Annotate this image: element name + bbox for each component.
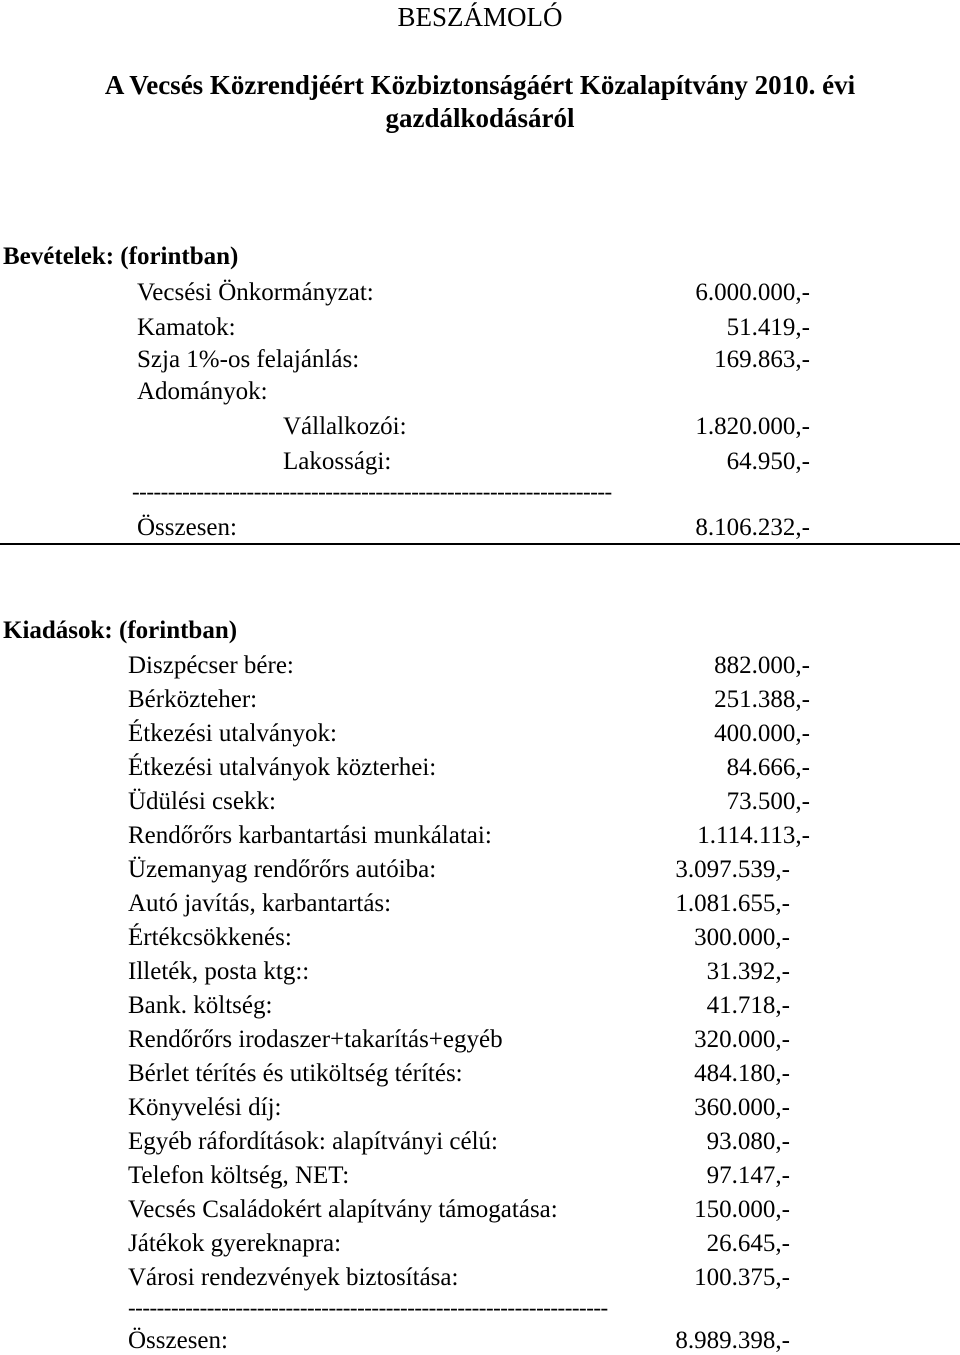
expense-label: Étkezési utalványok: xyxy=(128,720,337,747)
income-group-label: Adományok: xyxy=(137,378,268,405)
expense-value: 1.081.655,- xyxy=(675,890,790,917)
income-value: 6.000.000,- xyxy=(695,279,810,306)
expense-heading: Kiadások: (forintban) xyxy=(3,617,238,644)
expense-label: Autó javítás, karbantartás: xyxy=(128,890,392,917)
expense-label: Rendőrőrs irodaszer+takarítás+egyéb xyxy=(128,1026,503,1053)
expense-value: 100.375,- xyxy=(694,1264,790,1291)
income-value: 169.863,- xyxy=(714,346,810,373)
income-label: Vecsési Önkormányzat: xyxy=(137,279,374,306)
income-value: 64.950,- xyxy=(726,448,810,475)
expense-label: Diszpécser bére: xyxy=(128,652,294,679)
expense-value: 484.180,- xyxy=(694,1060,790,1087)
expense-total-label: Összesen: xyxy=(128,1327,228,1354)
expense-label: Városi rendezvények biztosítása: xyxy=(128,1264,459,1291)
expense-value: 93.080,- xyxy=(706,1128,790,1155)
expense-value: 97.147,- xyxy=(706,1162,790,1189)
expense-label: Telefon költség, NET: xyxy=(128,1162,350,1189)
income-total-underline xyxy=(0,543,960,545)
expense-value: 26.645,- xyxy=(706,1230,790,1257)
expense-label: Egyéb ráfordítások: alapítványi célú: xyxy=(128,1128,499,1155)
expense-value: 882.000,- xyxy=(714,652,810,679)
expense-label: Könyvelési díj: xyxy=(128,1094,282,1121)
expense-value: 400.000,- xyxy=(714,720,810,747)
expense-label: Bank. költség: xyxy=(128,992,273,1019)
expense-value: 300.000,- xyxy=(694,924,790,951)
expense-label: Bérközteher: xyxy=(128,686,258,713)
expense-label: Illeték, posta ktg:: xyxy=(128,958,310,985)
expense-label: Üzemanyag rendőrőrs autóiba: xyxy=(128,856,437,883)
expense-value: 251.388,- xyxy=(714,686,810,713)
expense-value: 84.666,- xyxy=(726,754,810,781)
expense-label: Étkezési utalványok közterhei: xyxy=(128,754,437,781)
expense-value: 41.718,- xyxy=(706,992,790,1019)
income-total-label: Összesen: xyxy=(137,514,237,541)
expense-value: 320.000,- xyxy=(694,1026,790,1053)
expense-label: Bérlet térítés és utiköltség térítés: xyxy=(128,1060,463,1087)
income-sub-label: Lakossági: xyxy=(283,448,392,475)
income-value: 1.820.000,- xyxy=(695,413,810,440)
expense-value: 3.097.539,- xyxy=(675,856,790,883)
expense-label: Üdülési csekk: xyxy=(128,788,276,815)
expense-label: Értékcsökkenés: xyxy=(128,924,292,951)
income-dash-separator: ------------------------------------------------------------------- xyxy=(132,479,612,504)
income-sub-label: Vállalkozói: xyxy=(283,413,407,440)
subtitle-line-2: gazdálkodásáról xyxy=(385,103,575,133)
income-label: Szja 1%-os felajánlás: xyxy=(137,346,360,373)
expense-value: 31.392,- xyxy=(706,958,790,985)
income-heading: Bevételek: (forintban) xyxy=(3,243,239,270)
income-value: 51.419,- xyxy=(726,314,810,341)
document-title: BESZÁMOLÓ xyxy=(397,2,563,32)
income-label: Kamatok: xyxy=(137,314,236,341)
expense-value: 1.114.113,- xyxy=(697,822,810,849)
expense-label: Rendőrőrs karbantartási munkálatai: xyxy=(128,822,492,849)
subtitle-line-1: A Vecsés Közrendjéért Közbiztonságáért Közalapítvány 2010. évi xyxy=(104,70,856,100)
expense-label: Játékok gyereknapra: xyxy=(128,1230,342,1257)
expense-label: Vecsés Családokért alapítvány támogatása: xyxy=(128,1196,558,1223)
expense-value: 73.500,- xyxy=(726,788,810,815)
expense-value: 150.000,- xyxy=(694,1196,790,1223)
expense-dash-separator: ------------------------------------------------------------------- xyxy=(128,1295,608,1320)
income-total-value: 8.106.232,- xyxy=(695,514,810,541)
expense-value: 360.000,- xyxy=(694,1094,790,1121)
expense-total-value: 8.989.398,- xyxy=(675,1327,790,1354)
